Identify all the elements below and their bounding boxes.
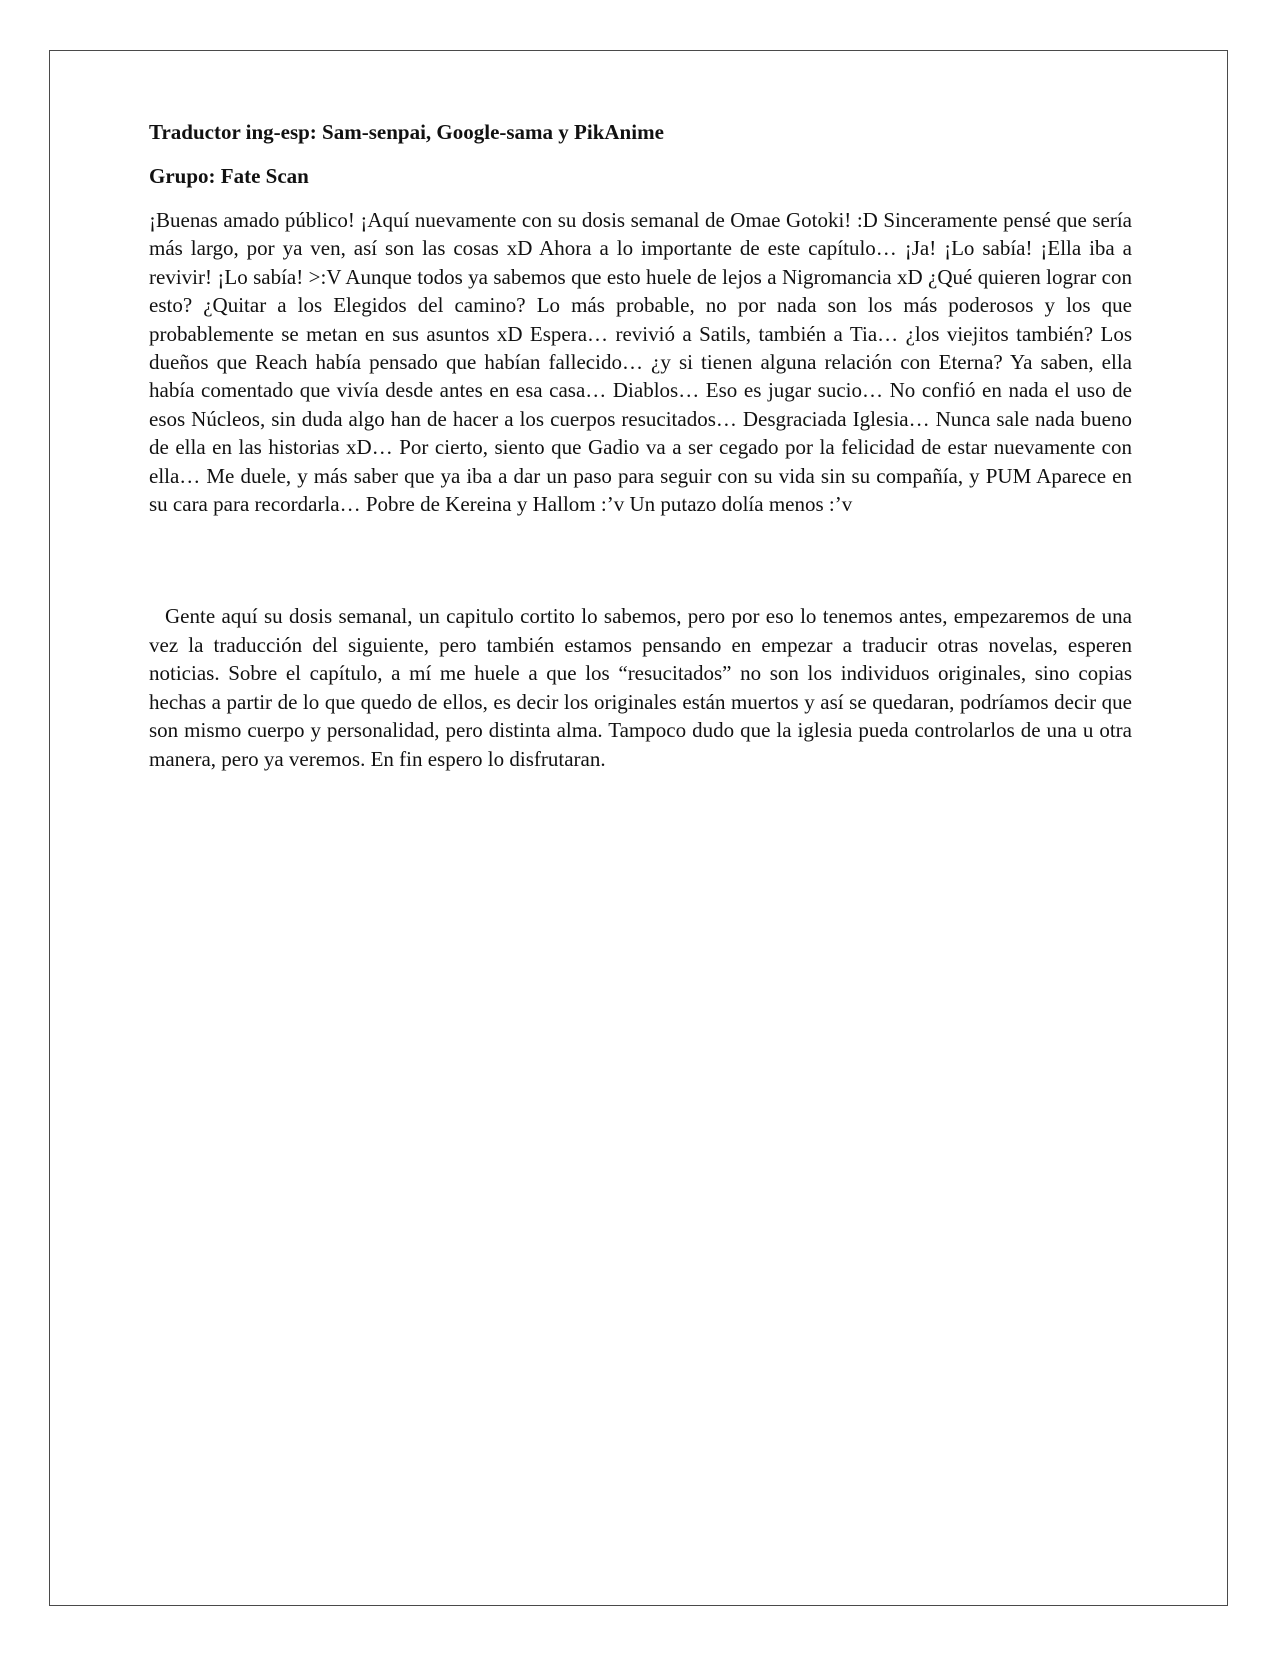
paragraph-intro: ¡Buenas amado público! ¡Aquí nuevamente con su dosis semanal de Omae Gotoki! :D Sinceramente pensé que sería más largo, por ya ven, así son las cosas xD Ahora a lo importante de este capítulo… ¡Ja! ¡Lo sabía! ¡Ella iba a revivir! ¡Lo sabía! >:V Aunque todos ya sabemos que esto huele de lejos a Nigromancia xD ¿Qué quieren lograr con esto? ¿Quitar a los Elegidos del camino? Lo más probable, no por nada son los más poderosos y los que probablemente se metan en sus asuntos xD Espera… revivió a Satils, también a Tia… ¿los viejitos también? Los dueños que Reach había pensado que habían fallecido… ¿y si tienen alguna relación con Eterna? Ya saben, ella había comentado que vivía desde antes en esa casa… Diablos… Eso es jugar sucio… No confió en nada el uso de esos Núcleos, sin duda algo han de hacer a los cuerpos resucitados… Desgraciada Iglesia… Nunca sale nada bueno de ella en las historias xD… Por cierto, siento que Gadio va a ser cegado por la felicidad de estar nuevamente con ella… Me duele, y más saber que ya iba a dar un paso para seguir con su vida sin su compañía, y PUM Aparece en su cara para recordarla… Pobre de Kereina y Hallom :’v Un putazo dolía menos :’v [149,208,1132,517]
group-credit: Grupo: Fate Scan [149,164,309,188]
translator-credit: Traductor ing-esp: Sam-senpai, Google-sama y PikAnime [149,120,664,144]
paragraph-spacer [149,518,1132,602]
paragraph-note: Gente aquí su dosis semanal, un capitulo cortito lo sabemos, pero por eso lo tenemos antes, empezaremos de una vez la traducción del siguiente, pero también estamos pensando en empezar a traducir otras novelas, esperen noticias. Sobre el capítulo, a mí me huele a que los “resucitados” no son los individuos originales, sino copias hechas a partir de lo que quedo de ellos, es decir los originales están muertos y así se quedaran, podríamos decir que son mismo cuerpo y personalidad, pero distinta alma. Tampoco dudo que la iglesia pueda controlarlos de una u otra manera, pero ya veremos. En fin espero lo disfrutaran. [149,604,1132,771]
document-body [149,118,1132,773]
